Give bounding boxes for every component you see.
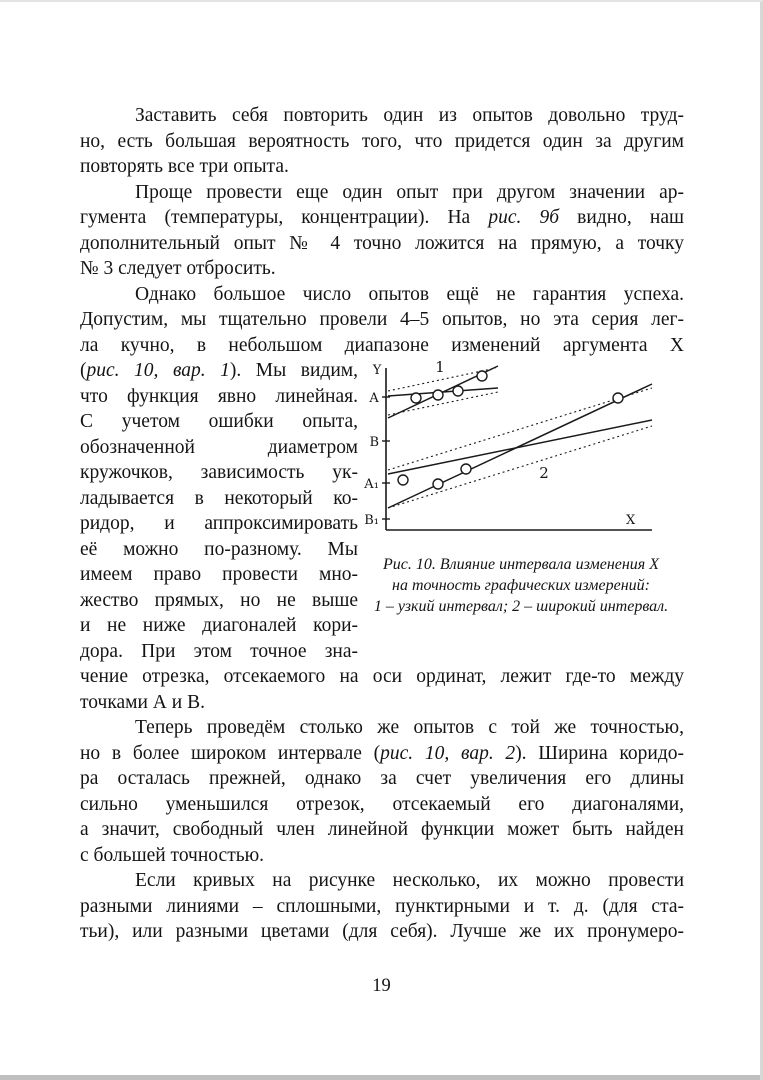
text-line: дора. При этом точное зна-	[80, 640, 358, 662]
data-point	[433, 479, 443, 489]
data-point	[433, 390, 443, 400]
page-number: 19	[372, 976, 391, 996]
text-line: но, есть большая вероятность того, что придется один за другим	[80, 130, 684, 152]
data-point	[477, 371, 487, 381]
text-line: чение отрезка, отсекаемого на оси ординат, лежит где-то между	[80, 666, 684, 687]
paragraph-3-continued	[80, 664, 684, 715]
text-line	[80, 205, 684, 231]
x-axis-label: X	[626, 513, 636, 528]
caption-line: Рис. 10. Влияние интервала изменения X	[382, 556, 660, 573]
caption-line: на точность графических измерений:	[392, 577, 650, 594]
corridor-1	[388, 358, 498, 418]
text-line: ра осталась прежней, однако за счет увеличения его длины	[80, 768, 684, 789]
text-line: Теперь проведём столько же опытов с той же точностью,	[135, 717, 684, 738]
text-run: видно, наш	[559, 207, 685, 228]
text-run: гумента (температуры, концентрации). На	[80, 207, 489, 228]
text-line: Однако большое число опытов ещё не гарантия успеха.	[135, 283, 684, 305]
page-content	[80, 103, 684, 945]
tick-label-a1: А₁	[363, 477, 379, 492]
x-axis	[386, 513, 652, 530]
y-axis-label: Y	[372, 363, 382, 378]
text-line: Если кривых на рисунке несколько, их можно провести	[135, 870, 684, 891]
paragraph-1	[80, 103, 684, 180]
text-line	[80, 358, 358, 384]
data-point	[453, 386, 463, 396]
text-line: точками А и В.	[80, 691, 205, 713]
text-line: повторять все три опыта.	[80, 156, 289, 177]
text-run-italic: рис. 10, вар. 2	[380, 742, 516, 764]
text-line: Допустим, мы тщательно провели 4–5 опытов, но эта серия лег-	[80, 309, 684, 330]
tick-label-a: А	[369, 391, 379, 406]
data-point	[398, 475, 408, 485]
text-line: дополнительный опыт № 4 точно ложится на прямую, а точку	[80, 232, 684, 254]
text-line: С учетом ошибки опыта,	[80, 411, 358, 432]
text-line: Проще провести еще один опыт при другом значении ар-	[135, 181, 684, 203]
data-point	[461, 464, 471, 474]
text-line: тьи), или разными цветами (для себя). Лучше же их пронумеро-	[80, 921, 684, 942]
text-run-italic: рис. 9б	[488, 207, 560, 228]
curve-1-label: 1	[435, 358, 445, 376]
text-run: ). Ширина коридо-	[515, 742, 684, 764]
text-line: её можно по-разному. Мы	[80, 538, 358, 560]
data-point	[411, 393, 421, 403]
text-line: с большей точностью.	[80, 844, 265, 866]
figure-caption	[358, 554, 684, 617]
paragraph-2	[80, 180, 684, 282]
corridor-2	[388, 384, 652, 508]
text-line	[80, 741, 684, 767]
paragraph-3	[80, 282, 684, 359]
tick-label-b1: В₁	[364, 513, 379, 528]
text-line: обозначенной диаметром	[80, 436, 358, 458]
text-line: кружочков, зависимость ук-	[80, 462, 358, 483]
text-run: (	[80, 360, 87, 381]
text-run: но в более широком интервале (	[80, 742, 381, 764]
paragraph-4	[80, 715, 684, 868]
tick-label-b: В	[369, 435, 379, 450]
text-line: ридор, и аппроксимировать	[80, 513, 358, 534]
y-axis	[364, 363, 390, 530]
text-line: № 3 следует отбросить.	[80, 258, 276, 279]
text-line: разными линиями – сплошными, пунктирными и т. д. (для ста-	[80, 895, 684, 917]
text-line: ладывается в некоторый ко-	[80, 487, 358, 509]
figure-block	[358, 358, 684, 617]
paragraph-5	[80, 868, 684, 945]
figure-10-plot	[358, 358, 684, 550]
text-line: что функция явно линейная.	[80, 385, 358, 407]
text-line: жество прямых, но не выше	[80, 589, 358, 611]
caption-line: 1 – узкий интервал; 2 – широкий интервал.	[373, 598, 669, 615]
text-line: ла кучно, в небольшом диапазоне изменений аргумента X	[80, 334, 684, 356]
text-line: Заставить себя повторить один из опытов довольно труд-	[135, 105, 684, 126]
wrapped-text-column	[80, 358, 358, 664]
text-line: а значит, свободный член линейной функции может быть найден	[80, 819, 684, 840]
text-and-figure-row	[80, 358, 684, 664]
data-point	[613, 393, 623, 403]
text-line: сильно уменьшился отрезок, отсекаемый его диагоналями,	[80, 793, 684, 815]
text-run: ). Мы видим,	[229, 360, 358, 381]
text-run-italic: рис. 10, вар. 1	[86, 360, 230, 381]
text-line: имеем право провести мно-	[80, 564, 358, 585]
text-line: и не ниже диагоналей кори-	[80, 615, 358, 636]
curve-2-label: 2	[539, 464, 549, 482]
